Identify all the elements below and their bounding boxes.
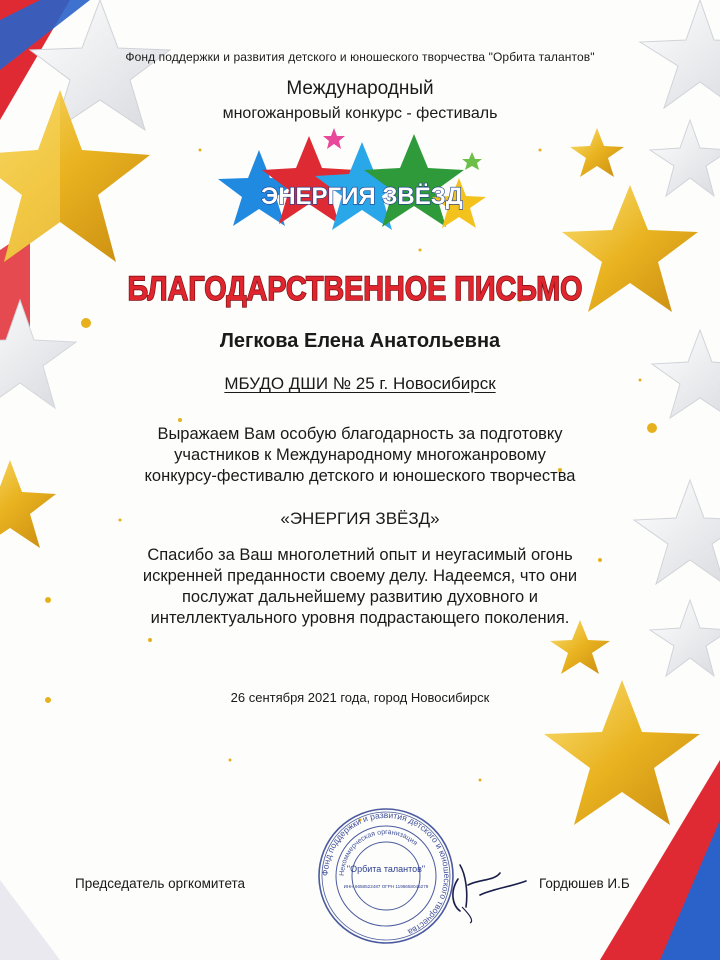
thanks-line: Спасибо за Ваш многолетний опыт и неугасимый огонь	[147, 546, 573, 564]
recipient-name: Легкова Елена Анатольевна	[219, 330, 501, 352]
gratitude-line: участников к Международному многожанровому	[174, 446, 546, 464]
chair-label: Председатель оргкомитета	[75, 876, 246, 891]
grey-ribbon-bottom-left	[0, 880, 60, 960]
competition-line-2: многожанровый конкурс - фестиваль	[222, 105, 498, 122]
gratitude-line: конкурсу-фестивалю детского и юношеского творчества	[144, 467, 576, 485]
stamp-inner-text: Некоммерческая организация	[338, 828, 419, 877]
document-title: БЛАГОДАРСТВЕННОЕ ПИСЬМО	[127, 270, 583, 308]
competition-line-1: Международный	[286, 78, 434, 99]
stamp-outer-text: Фонд поддержки и развития детского и юношеского творчества	[319, 809, 453, 938]
date-place: 26 сентября 2021 года, город Новосибирск	[230, 690, 490, 705]
title-banner	[0, 258, 720, 318]
foundation-name: Фонд поддержки и развития детского и юношеского творчества "Орбита талантов"	[125, 50, 595, 64]
logo-text: ЭНЕРГИЯ ЗВЁЗД	[261, 183, 463, 210]
signature	[440, 845, 540, 925]
silver-star-right	[650, 120, 720, 196]
logo-tiny-star	[323, 128, 345, 149]
recipient-institution: МБУДО ДШИ № 25 г. Новосибирск	[224, 374, 496, 393]
festival-name: «ЭНЕРГИЯ ЗВЁЗД»	[280, 509, 440, 528]
gratitude-line: Выражаем Вам особую благодарность за подготовку	[157, 425, 563, 443]
festival-logo	[214, 128, 504, 243]
thanks-line: искренней преданности своему делу. Надеемся, что они	[142, 567, 578, 585]
thanks-line: послужат дальнейшему развитию духовного и	[182, 588, 538, 606]
official-stamp	[316, 806, 456, 946]
signer-name: Гордюшев И.Б	[539, 876, 630, 891]
thanks-line: интеллектуального уровня подрастающего поколения.	[150, 609, 570, 627]
gold-star-small-right	[570, 128, 624, 177]
thanks-paragraph	[0, 545, 720, 629]
stamp-numbers: ИНН 6658522487 ОГРН 1196658045279	[343, 884, 429, 889]
stamp-center-text: "Орбита талантов"	[346, 864, 426, 874]
gratitude-paragraph	[0, 424, 720, 487]
logo-tiny-star-green	[462, 152, 482, 170]
